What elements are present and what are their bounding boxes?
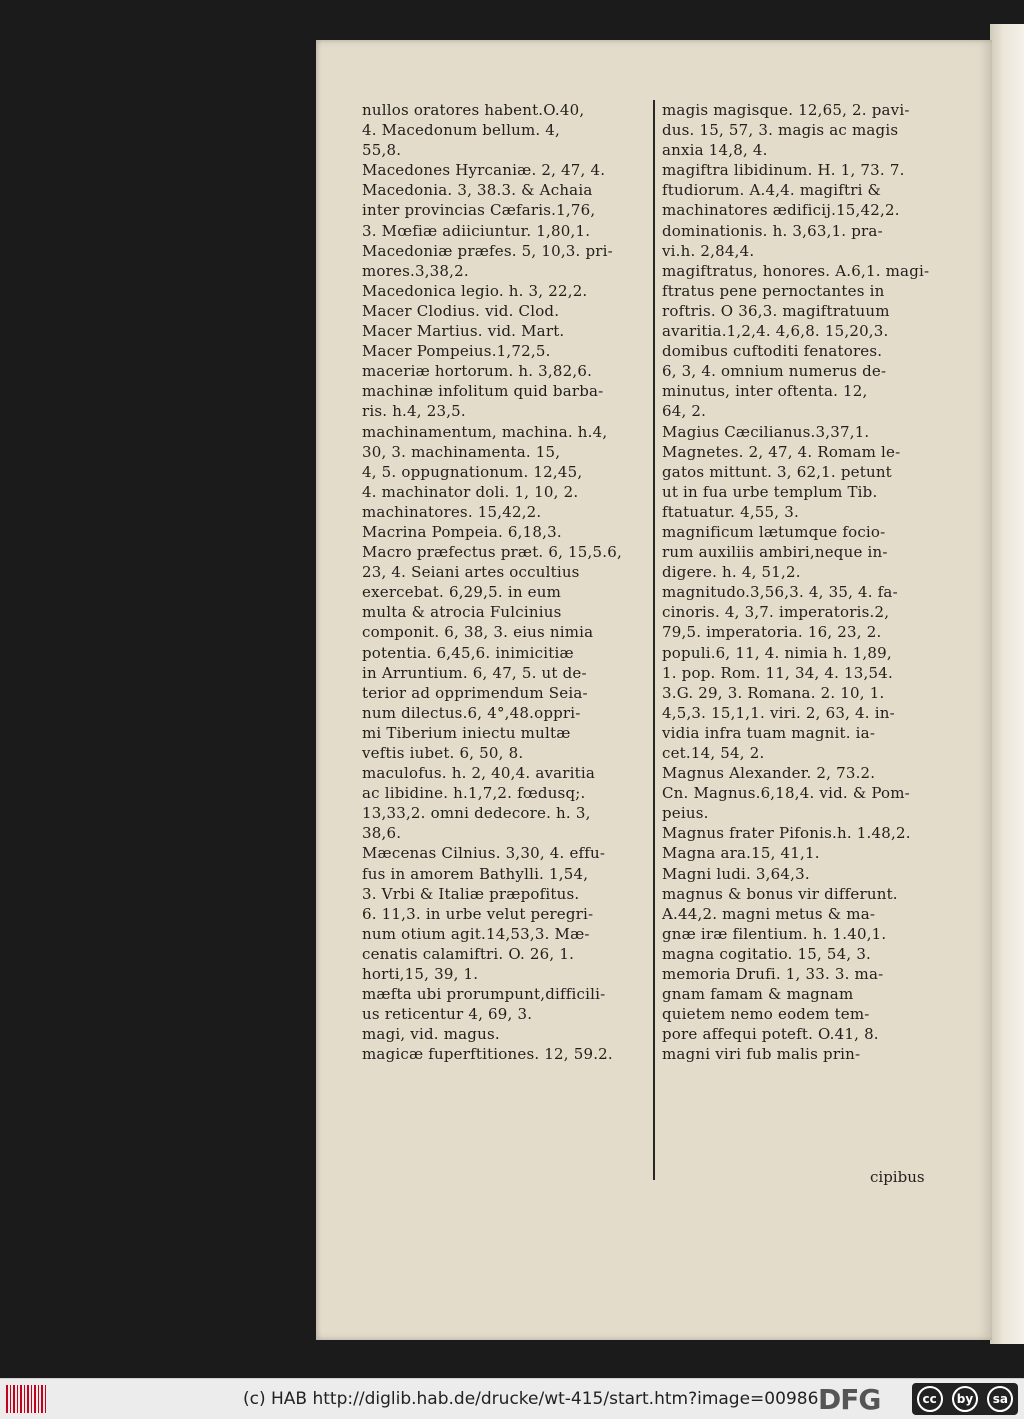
index-line: dominationis. h. 3,63,1. pra-	[662, 221, 883, 240]
index-line: maculofus. h. 2, 40,4. avaritia	[362, 764, 596, 783]
index-line: pore affequi poteft. O.41, 8.	[662, 1025, 879, 1044]
index-line: 4. Macedonum bellum. 4,	[362, 121, 561, 140]
index-line: ftratus pene pernoctantes in	[662, 281, 885, 300]
index-line: magna cogitatio. 15, 54, 3.	[662, 944, 872, 963]
index-line: ut in fua urbe templum Tib.	[662, 482, 878, 501]
right-column	[662, 100, 944, 1065]
index-line: 1. pop. Rom. 11, 34, 4. 13,54.	[662, 663, 893, 682]
index-line: vidia infra tuam magnit. ia-	[662, 723, 876, 742]
index-line: 4,5,3. 15,1,1. viri. 2, 63, 4. in-	[662, 703, 895, 722]
index-line: memoria Drufi. 1, 33. 3. ma-	[662, 965, 884, 984]
index-line: ris. h.4, 23,5.	[362, 402, 466, 421]
index-line: multa & atrocia Fulcinius	[362, 603, 562, 622]
index-line: gnæ iræ filentium. h. 1.40,1.	[662, 924, 887, 943]
index-line: Macedoniæ præfes. 5, 10,3. pri-	[362, 241, 613, 260]
index-line: 4, 5. oppugnationum. 12,45,	[362, 462, 583, 481]
index-line: Macer Martius. vid. Mart.	[362, 322, 565, 341]
sa-icon: sa	[987, 1386, 1013, 1412]
index-line: magnificum lætumque focio-	[662, 522, 886, 541]
index-line: Magnus frater Pifonis.h. 1.48,2.	[662, 824, 911, 843]
index-line: mi Tiberium iniectu multæ	[362, 723, 571, 742]
cc-license-badge[interactable]	[912, 1383, 1018, 1415]
index-line: gnam famam & magnam	[662, 985, 854, 1004]
index-line: cet.14, 54, 2.	[662, 744, 765, 762]
index-line: magiftra libidinum. H. 1, 73. 7.	[662, 161, 905, 180]
index-line: 13,33,2. omni dedecore. h. 3,	[362, 804, 591, 823]
index-line: dus. 15, 57, 3. magis ac magis	[662, 121, 899, 140]
index-line: 38,6.	[362, 824, 402, 843]
index-line: vi.h. 2,84,4.	[662, 241, 755, 260]
index-line: machinatores ædificij.15,42,2.	[662, 201, 900, 220]
index-line: cinoris. 4, 3,7. imperatoris.2,	[662, 603, 890, 622]
index-line: minutus, inter oftenta. 12,	[662, 382, 868, 401]
index-line: maceriæ hortorum. h. 3,82,6.	[362, 362, 593, 381]
footer-bar	[0, 1378, 1024, 1419]
page-edge	[990, 24, 1024, 1344]
index-line: rum auxiliis ambiri,neque in-	[662, 543, 888, 562]
index-line: fus in amorem Bathylli. 1,54,	[362, 864, 589, 883]
index-line: 30, 3. machinamenta. 15,	[362, 442, 561, 461]
index-line: 23, 4. Seiani artes occultius	[362, 563, 580, 582]
index-line: Magnetes. 2, 47, 4. Romam le-	[662, 442, 901, 461]
index-line: magnus & bonus vir differunt.	[662, 884, 898, 903]
index-line: 64, 2.	[662, 402, 707, 421]
cc-icon: cc	[917, 1386, 943, 1412]
index-line: Macedones Hyrcaniæ. 2, 47, 4.	[362, 161, 606, 180]
index-line: domibus cuftoditi fenatores.	[662, 342, 883, 361]
index-line: Magius Cæcilianus.3,37,1.	[662, 422, 870, 441]
index-line: Macedonica legio. h. 3, 22,2.	[362, 281, 588, 300]
index-line: terior ad opprimendum Seia-	[362, 683, 588, 702]
index-line: ac libidine. h.1,7,2. fœdusq;.	[362, 784, 586, 803]
index-line: 3. Vrbi & Italiæ præpofitus.	[362, 884, 580, 903]
index-line: horti,15, 39, 1.	[362, 965, 479, 984]
index-line: veftis iubet. 6, 50, 8.	[362, 744, 524, 762]
index-line: 55,8.	[362, 141, 402, 160]
index-line: avaritia.1,2,4. 4,6,8. 15,20,3.	[662, 322, 889, 341]
index-line: Macer Clodius. vid. Clod.	[362, 301, 560, 320]
index-line: A.44,2. magni metus & ma-	[662, 904, 876, 923]
index-line: nullos oratores habent.O.40,	[362, 101, 585, 119]
index-line: magiftratus, honores. A.6,1. magi-	[662, 261, 930, 280]
index-line: Magna ara.15, 41,1.	[662, 844, 820, 863]
index-line: Macrina Pompeia. 6,18,3.	[362, 522, 562, 541]
index-line: magi, vid. magus.	[362, 1025, 500, 1044]
index-line: inter provincias Cæfaris.1,76,	[362, 201, 596, 220]
index-line: anxia 14,8, 4.	[662, 141, 768, 160]
index-line: 6, 3, 4. omnium numerus de-	[662, 362, 887, 381]
index-line: componit. 6, 38, 3. eius nimia	[362, 623, 594, 642]
by-icon: by	[952, 1386, 978, 1412]
index-line: quietem nemo eodem tem-	[662, 1005, 870, 1024]
index-line: gatos mittunt. 3, 62,1. petunt	[662, 462, 892, 481]
index-line: magni viri fub malis prin-	[662, 1045, 861, 1064]
index-line: cenatis calamiftri. O. 26, 1.	[362, 944, 575, 963]
dfg-logo: DFG	[818, 1383, 881, 1416]
index-line: 6. 11,3. in urbe velut peregri-	[362, 904, 594, 923]
index-line: 3. Mœfiæ adiiciuntur. 1,80,1.	[362, 221, 591, 240]
copyright-link[interactable]: (c) HAB http://diglib.hab.de/drucke/wt-415/start.htm?image=00986	[243, 1389, 819, 1409]
index-line: Cn. Magnus.6,18,4. vid. & Pom-	[662, 784, 910, 803]
index-line: populi.6, 11, 4. nimia h. 1,89,	[662, 643, 892, 662]
left-column	[362, 100, 644, 1065]
index-line: num otium agit.14,53,3. Mæ-	[362, 924, 590, 943]
index-line: Magnus Alexander. 2, 73.2.	[662, 764, 876, 783]
index-line: 79,5. imperatoria. 16, 23, 2.	[662, 623, 882, 642]
index-line: in Arruntium. 6, 47, 5. ut de-	[362, 663, 587, 682]
index-line: Macedonia. 3, 38.3. & Achaia	[362, 181, 593, 200]
index-line: digere. h. 4, 51,2.	[662, 563, 801, 582]
index-line: machinæ infolitum quid barba-	[362, 382, 604, 401]
index-line: num dilectus.6, 4°,48.oppri-	[362, 703, 581, 722]
index-line: Mæcenas Cilnius. 3,30, 4. effu-	[362, 844, 606, 863]
index-line: roftris. O 36,3. magiftratuum	[662, 301, 890, 320]
index-line: magicæ fuperftitiones. 12, 59.2.	[362, 1045, 613, 1064]
index-line: 3.G. 29, 3. Romana. 2. 10, 1.	[662, 683, 885, 702]
index-line: Magni ludi. 3,64,3.	[662, 864, 810, 883]
index-line: Macer Pompeius.1,72,5.	[362, 342, 551, 361]
hab-logo-icon	[6, 1385, 48, 1413]
index-line: potentia. 6,45,6. inimicitiæ	[362, 643, 574, 662]
index-line: exercebat. 6,29,5. in eum	[362, 583, 562, 602]
index-line: mæfta ubi prorumpunt,difficili-	[362, 985, 606, 1004]
index-line: magnitudo.3,56,3. 4, 35, 4. fa-	[662, 583, 898, 602]
index-line: ftatuatur. 4,55, 3.	[662, 502, 799, 521]
index-line: 4. machinator doli. 1, 10, 2.	[362, 482, 579, 501]
index-line: us reticentur 4, 69, 3.	[362, 1005, 533, 1024]
index-line: machinamentum, machina. h.4,	[362, 422, 608, 441]
index-line: magis magisque. 12,65, 2. pavi-	[662, 101, 910, 119]
column-rule	[653, 100, 655, 1180]
index-line: ftudiorum. A.4,4. magiftri &	[662, 181, 882, 200]
index-line: Macro præfectus præt. 6, 15,5.6,	[362, 543, 622, 562]
index-line: machinatores. 15,42,2.	[362, 502, 542, 521]
catchword: cipibus	[870, 1168, 925, 1186]
index-line: mores.3,38,2.	[362, 261, 469, 280]
index-line: peius.	[662, 804, 709, 823]
